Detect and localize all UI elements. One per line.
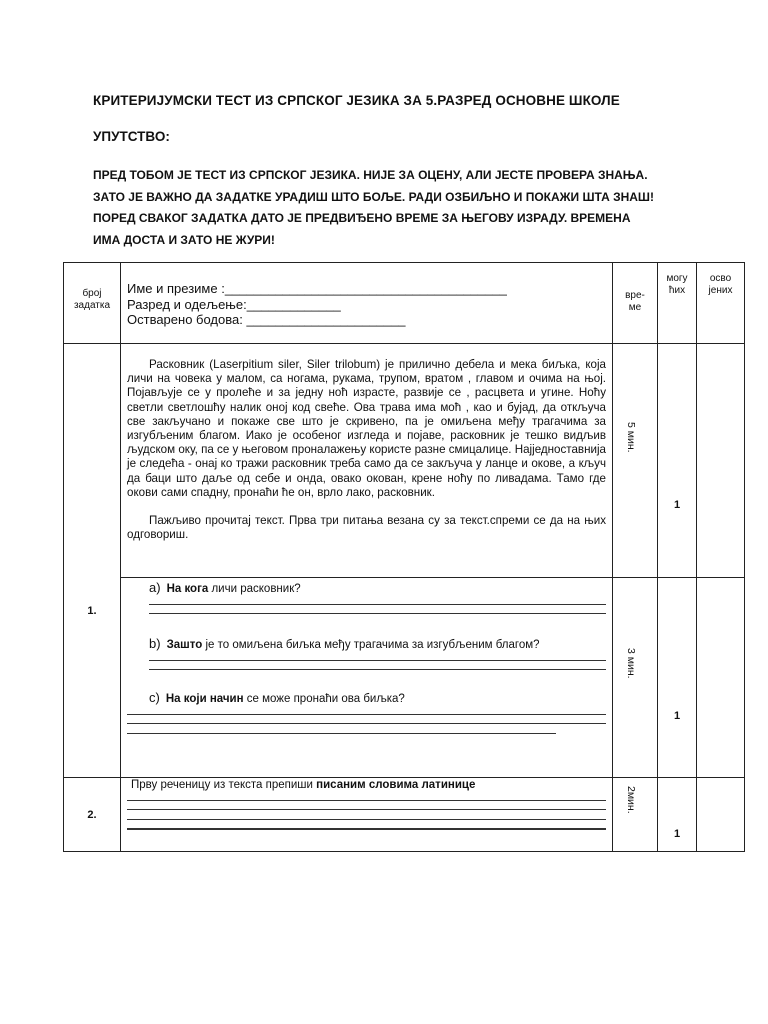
answer-line[interactable] <box>127 828 606 830</box>
instructions-block <box>93 165 693 251</box>
instruction-line: ИМА ДОСТА И ЗАТО НЕ ЖУРИ! <box>93 232 275 247</box>
header-row <box>64 263 745 344</box>
class-field[interactable]: Разред и одељење:_____________ <box>127 296 341 312</box>
question-a: a) На кога личи расковник? <box>149 580 301 595</box>
task-number-header: број задатка <box>64 263 121 344</box>
passage-paragraph: Расковник (Laserpitium siler, Siler trilobum) је прилично дебела и мека биљка, која личи на човека у малом, са ногама, рукама, трупом, вратом , главом и очима на њој. Појављује се у пролеће и за једну ноћ израсте, развије се , расцвета и угине. Ноћу светли светлошћу налик оној код свеће. Ова трава има моћ , као и бујад, да откључа све закључано и покаже све што је скривено, па је омиљена међу трагачима за изгубљеним благом. Иако је особеног изгледа и појаве, расковник је тешко видљив људском оку, па се у његовом проналажењу користе разне смицалице. Најједноставнија је следећа - онај ко тражи расковник треба само да се закључа у ланце и окове, а кључ да баци што даље од себе и онда, овако окован, крене ноћу по ливадама. Тамо где окови сами спадну, пронаћи ће он, врло лако, расковник. <box>127 358 606 499</box>
task-1-questions <box>121 578 613 778</box>
passage-instruction: Пажљиво прочитај текст. Прва три питања везана су за текст.спреми се да на њих одговориш. <box>127 514 606 542</box>
task-1-points: 1 <box>658 578 697 778</box>
answer-line[interactable] <box>127 800 606 801</box>
answer-line[interactable] <box>127 723 606 724</box>
points-field[interactable]: Остварено бодова: ______________________ <box>127 312 406 327</box>
answer-line[interactable] <box>127 819 606 820</box>
task-2-instruction: Прву реченицу из текста препиши писаним словима латинице <box>131 779 476 791</box>
task-2-earned[interactable] <box>697 778 745 852</box>
answer-line[interactable] <box>127 733 556 734</box>
task-2-row <box>64 778 745 852</box>
answer-line[interactable] <box>127 809 606 810</box>
student-info-cell <box>121 263 613 344</box>
name-field[interactable]: Име и презиме :_______________________________________ <box>127 281 507 296</box>
question-c: c) На који начин се може пронаћи ова биљка? <box>149 690 405 705</box>
passage-earned[interactable] <box>697 344 745 578</box>
instruction-line: ПРЕД ТОБОМ ЈЕ ТЕСТ ИЗ СРПСКОГ ЈЕЗИКА. НИЈЕ ЗА ОЦЕНУ, АЛИ ЈЕСТЕ ПРОВЕРА ЗНАЊА. <box>93 168 648 182</box>
reading-passage <box>121 344 613 578</box>
answer-line[interactable] <box>149 604 606 605</box>
possible-points-header: могу ћих <box>658 263 697 344</box>
task-1-earned[interactable] <box>697 578 745 778</box>
question-b: b) Зашто је то омиљена биљка међу трагачима за изгубљеним благом? <box>149 636 540 651</box>
instruction-line: ЗАТО ЈЕ ВАЖНО ДА ЗАДАТКЕ УРАДИШ ШТО БОЉЕ. РАДИ ОЗБИЉНО И ПОКАЖИ ШТА ЗНАШ! <box>93 189 654 204</box>
task-2-points: 1 <box>658 778 697 852</box>
test-title: КРИТЕРИЈУМСКИ ТЕСТ ИЗ СРПСКОГ ЈЕЗИКА ЗА 5.РАЗРЕД ОСНОВНЕ ШКОЛЕ <box>93 93 620 108</box>
task-1-row <box>64 578 745 778</box>
time-header: вре- ме <box>613 263 658 344</box>
instruction-line: ПОРЕД СВАКОГ ЗАДАТКА ДАТО ЈЕ ПРЕДВИЂЕНО ВРЕМЕ ЗА ЊЕГОВУ ИЗРАДУ. ВРЕМЕНА <box>93 211 631 225</box>
passage-row <box>64 344 745 578</box>
task-1-time: 3 мин. <box>613 578 658 778</box>
answer-line[interactable] <box>127 714 606 715</box>
answer-line[interactable] <box>149 660 606 661</box>
test-table <box>63 262 745 852</box>
task-2-number: 2. <box>64 778 121 852</box>
passage-time: 5 мин. <box>613 344 658 578</box>
instructions-heading: УПУТСТВО: <box>93 129 170 144</box>
task-2-content <box>121 778 613 852</box>
task-1-number: 1. <box>64 344 121 778</box>
earned-points-header: осво јених <box>697 263 745 344</box>
task-2-time: 2мин. <box>613 778 658 852</box>
passage-points: 1 <box>658 344 697 578</box>
